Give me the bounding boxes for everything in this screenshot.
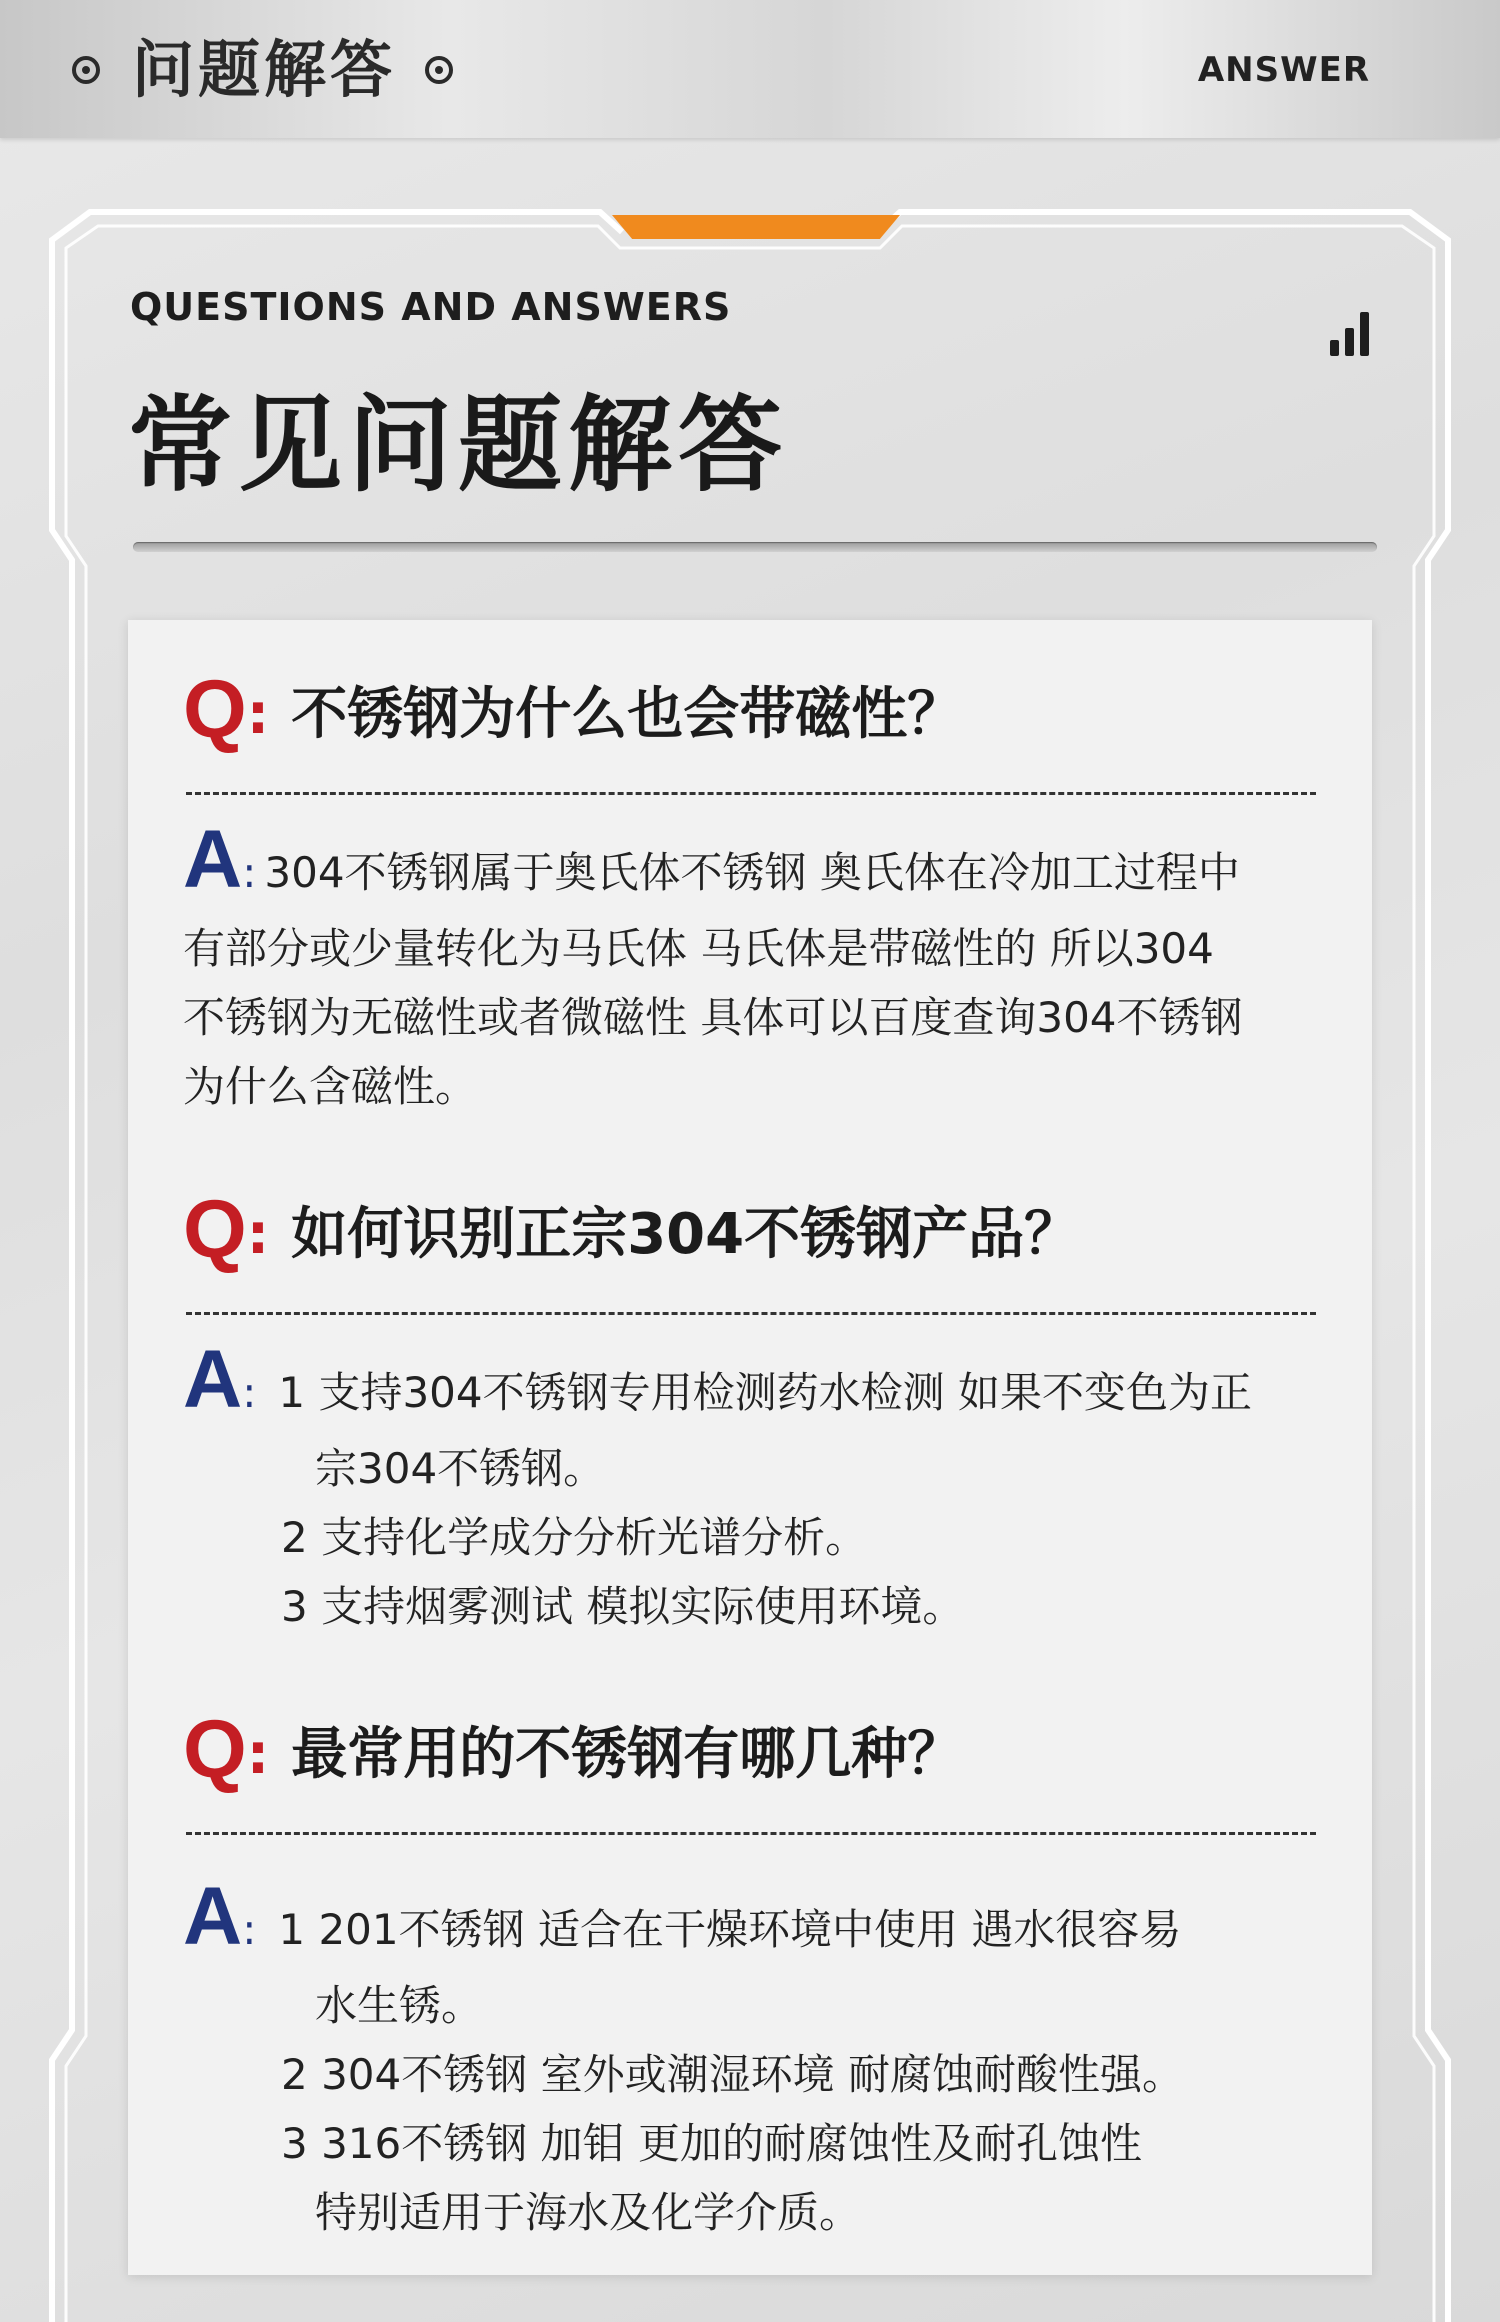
answer-2-line-1: A: 1 支持304不锈钢专用检测药水检测 如果不变色为正: [183, 1334, 1252, 1425]
answer-3-line-1: A: 1 201不锈钢 适合在干燥环境中使用 遇水很容易: [183, 1871, 1182, 1962]
answer-3-line-4: 3 316不锈钢 加钼 更加的耐腐蚀性及耐孔蚀性: [281, 2119, 1142, 2168]
heading-divider: [133, 542, 1377, 552]
question-text: 如何识别正宗304不锈钢产品？: [291, 1202, 1081, 1267]
answer-marker: A: [183, 814, 243, 905]
answer-3-line-3: 2 304不锈钢 室外或潮湿环境 耐腐蚀耐酸性强。: [281, 2050, 1184, 2099]
section-subtitle: QUESTIONS AND ANSWERS: [130, 285, 732, 329]
answer-marker: A: [183, 1871, 243, 1962]
answer-marker: A: [183, 1334, 243, 1425]
question-text: 最常用的不锈钢有哪几种？: [291, 1722, 964, 1787]
answer-3-line-2: 水生锈。: [315, 1981, 484, 2030]
signal-bars-icon: [1330, 308, 1374, 356]
orange-accent-tab: [612, 215, 900, 239]
answer-1-line-4: 为什么含磁性。: [183, 1062, 478, 1111]
question-1: Q: 不锈钢为什么也会带磁性？: [183, 664, 964, 755]
qa-card: [128, 620, 1372, 2275]
answer-2-line-3: 2 支持化学成分分析光谱分析。: [281, 1513, 868, 1562]
answer-3-line-5: 特别适用于海水及化学介质。: [315, 2188, 862, 2237]
dashed-divider: [186, 1312, 1316, 1315]
section-heading: 常见问题解答: [128, 384, 789, 506]
answer-2-line-2: 宗304不锈钢。: [315, 1444, 606, 1493]
question-marker: Q: [183, 664, 247, 755]
answer-1-line-1: A: 304不锈钢属于奥氏体不锈钢 奥氏体在冷加工过程中: [183, 814, 1240, 905]
dashed-divider: [186, 1832, 1316, 1835]
answer-1-line-3: 不锈钢为无磁性或者微磁性 具体可以百度查询304不锈钢: [183, 993, 1243, 1042]
question-marker: Q: [183, 1184, 247, 1275]
answer-2-line-4: 3 支持烟雾测试 模拟实际使用环境。: [281, 1582, 965, 1631]
header-answer-label: ANSWER: [1197, 50, 1370, 90]
question-text: 不锈钢为什么也会带磁性？: [291, 682, 964, 747]
question-marker: Q: [183, 1704, 247, 1795]
answer-1-line-2: 有部分或少量转化为马氏体 马氏体是带磁性的 所以304: [183, 924, 1214, 973]
question-2: Q: 如何识别正宗304不锈钢产品？: [183, 1184, 1081, 1275]
header-title: 问题解答: [132, 33, 397, 106]
question-3: Q: 最常用的不锈钢有哪几种？: [183, 1704, 964, 1795]
dashed-divider: [186, 792, 1316, 795]
